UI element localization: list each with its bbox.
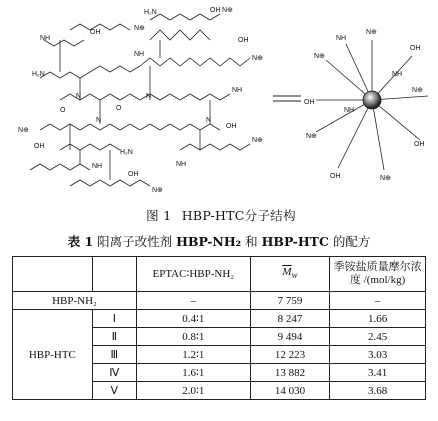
figure-caption-text: HBP-HTC分子结构 [181,208,296,223]
svg-text:OH: OH [128,171,139,178]
cell-parent-charge: – [330,292,426,310]
core-star-model [304,29,428,182]
svg-text:NH: NH [392,71,403,78]
svg-text:O: O [116,105,122,112]
molecular-structure-figure [0,0,438,198]
cell-ratio: 2.0∶1 [136,382,250,400]
cell-group-name: HBP-HTC [13,310,93,400]
cell-mw: 9 494 [250,328,330,346]
svg-text:N⊕: N⊕ [134,25,145,32]
cell-ratio: 0.8∶1 [136,328,250,346]
cell-charge: 1.66 [330,310,426,328]
svg-text:H₂N: H₂N [144,9,157,16]
table-title-before: 阳离子改性剂 [97,234,177,249]
cell-mw: 13 882 [250,364,330,382]
svg-text:OH: OH [210,7,221,14]
svg-text:NH: NH [40,35,51,42]
header-mw: $\overline{M}_w$ [250,257,330,292]
svg-text:N⊕: N⊕ [380,175,391,182]
figure-caption [0,206,438,224]
figure-number: 图 1 [146,208,172,223]
svg-text:OH: OH [226,123,237,130]
svg-text:N⊕: N⊕ [306,133,317,140]
svg-text:NH: NH [336,35,347,42]
svg-text:O: O [60,107,66,114]
header-index [92,257,136,292]
formulation-table [12,256,426,400]
svg-text:N: N [96,117,102,124]
svg-text:NH: NH [176,161,187,168]
svg-text:N⊕: N⊕ [18,127,29,134]
table-title-hbp-htc: HBP-HTC [261,234,329,249]
svg-text:OH: OH [238,37,249,44]
cell-mw: 8 247 [250,310,330,328]
svg-text:NH: NH [92,163,103,170]
cell-roman: Ⅰ [92,310,136,328]
cell-ratio: 0.4∶1 [136,310,250,328]
cell-roman: Ⅳ [92,364,136,382]
svg-text:N⊕: N⊕ [412,87,423,94]
cell-charge: 3.03 [330,346,426,364]
cell-mw: 12 223 [250,346,330,364]
dendrimer-labels [18,7,263,194]
core-sphere [363,91,381,109]
svg-text:N⊕: N⊕ [152,187,163,194]
cell-roman: Ⅲ [92,346,136,364]
svg-text:N⊕: N⊕ [314,53,325,60]
cell-charge: 2.45 [330,328,426,346]
table-number: 表 1 [67,234,94,249]
svg-text:N: N [146,93,152,100]
cell-ratio: 1.2∶1 [136,346,250,364]
svg-text:OH: OH [414,141,425,148]
header-ratio: EPTAC∶HBP-NH₂ [136,257,250,292]
table-title-mid: 和 [241,234,262,249]
cell-charge: 3.68 [330,382,426,400]
cell-roman: Ⅱ [92,328,136,346]
svg-text:N⊕: N⊕ [252,137,263,144]
svg-text:H₂N: H₂N [120,149,133,156]
table-title-after: 的配方 [328,234,371,249]
header-charge: 季铵盐质量摩尔浓度 /(mol/kg) [330,257,426,292]
svg-text:OH: OH [410,45,421,52]
cell-mw: 14 030 [250,382,330,400]
svg-text:N⊕: N⊕ [252,55,263,62]
table-row-parent [13,292,426,310]
cell-parent-ratio: – [136,292,250,310]
table-header-row [13,257,426,292]
svg-text:N: N [76,93,82,100]
svg-text:OH: OH [330,173,341,180]
cell-parent-name: HBP-NH₂ [13,292,137,310]
table-row [13,310,426,328]
svg-text:NH: NH [232,87,243,94]
table-title [0,232,438,250]
svg-text:OH: OH [90,29,101,36]
cell-parent-mw: 7 759 [250,292,330,310]
svg-text:H₂N: H₂N [32,71,45,78]
svg-text:N⊕: N⊕ [366,29,377,36]
equals-sign [273,96,301,101]
cell-ratio: 1.6∶1 [136,364,250,382]
svg-text:OH: OH [304,99,315,106]
svg-text:N: N [206,117,212,124]
table-title-hbp-nh2: HBP-NH₂ [176,234,242,249]
cell-roman: Ⅴ [92,382,136,400]
svg-text:NH: NH [134,51,145,58]
svg-text:N⊕: N⊕ [222,7,233,14]
svg-text:NH: NH [344,107,355,114]
dendrimer-bonds [30,14,250,186]
svg-text:OH: OH [34,143,45,150]
cell-charge: 3.41 [330,364,426,382]
header-sample [13,257,93,292]
